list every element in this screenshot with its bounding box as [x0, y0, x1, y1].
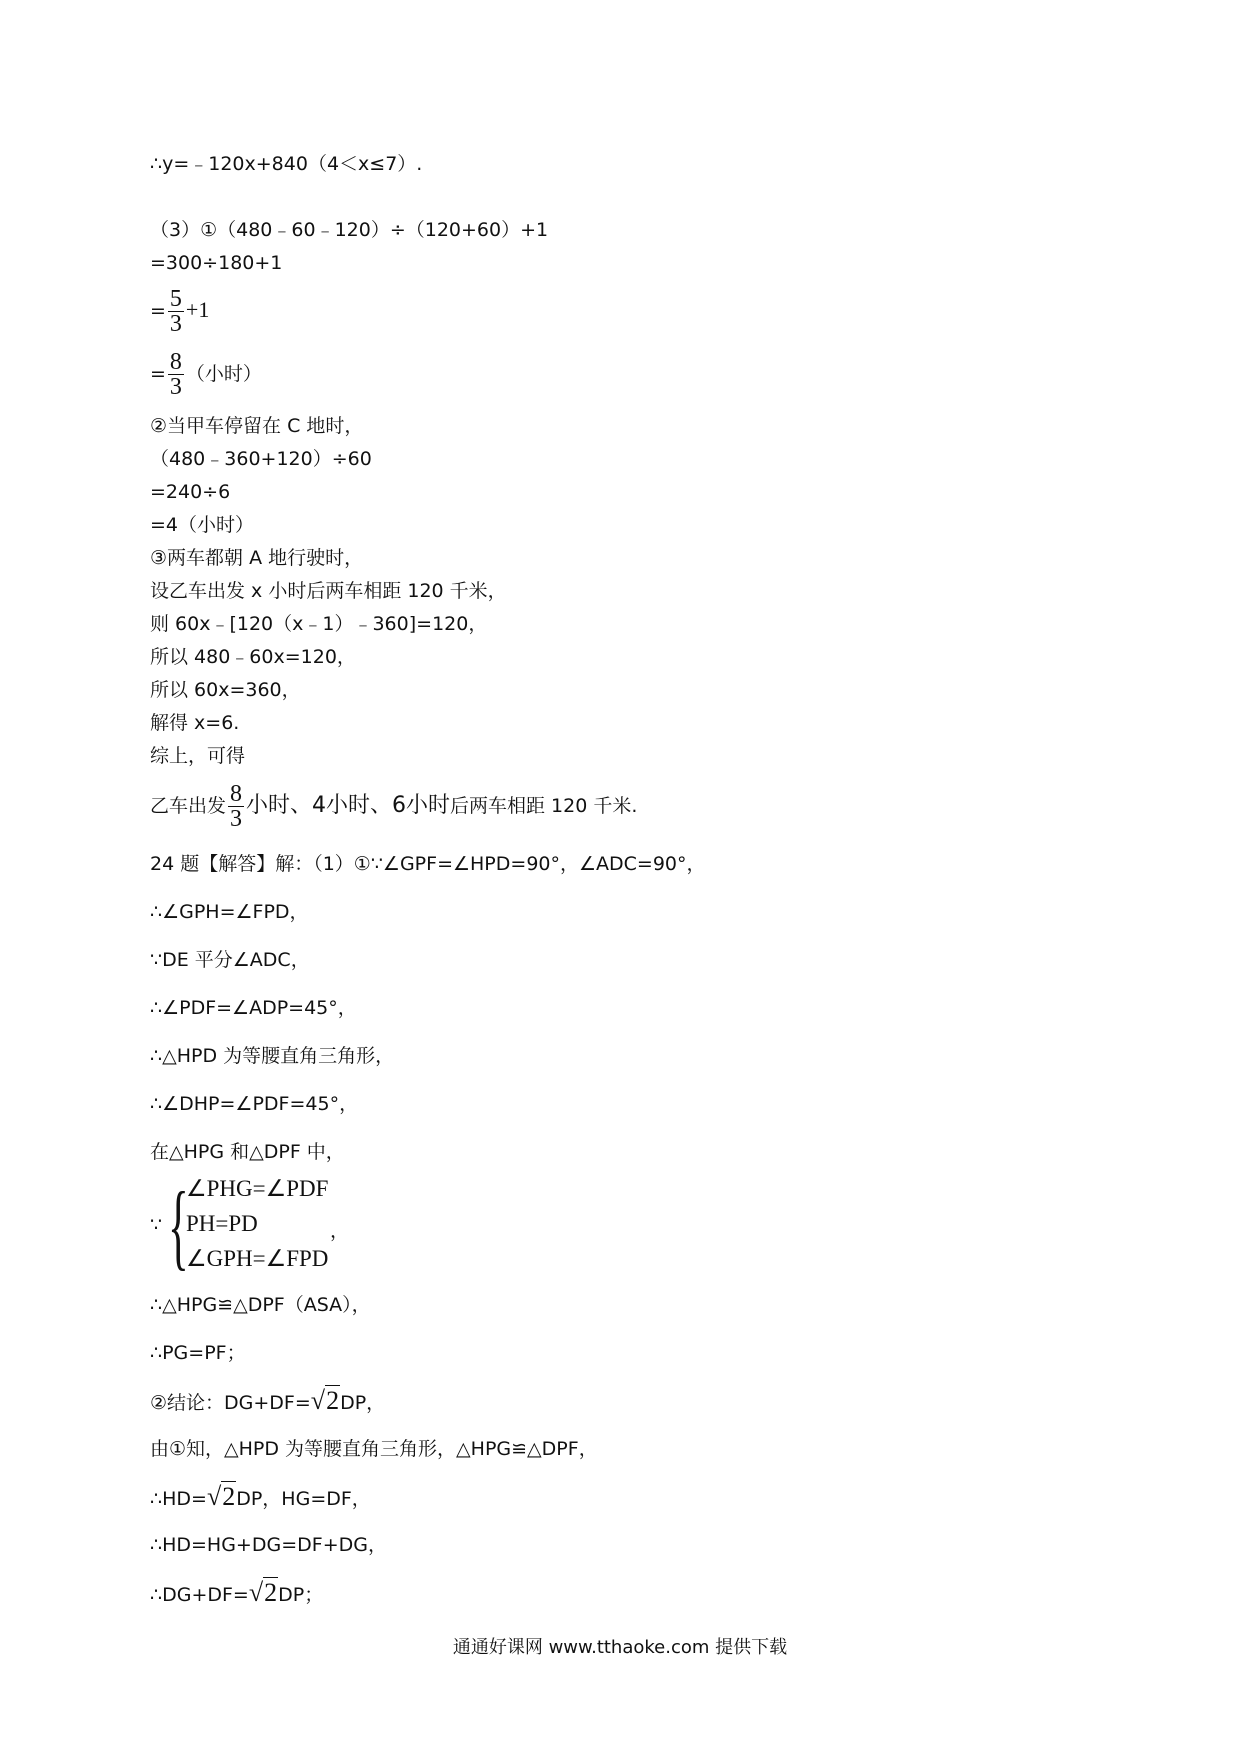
fraction-denominator: 3	[169, 311, 182, 337]
text-line: 由①知，△HPD 为等腰直角三角形，△HPG≌△DPF，	[150, 1438, 598, 1460]
equation-row: PH=PD	[186, 1211, 258, 1236]
fraction-denominator: 3	[169, 374, 182, 400]
text-fragment: ，	[330, 1220, 350, 1242]
equation-row: ∠GPH=∠FPD	[186, 1246, 329, 1271]
equation-row: ∠PHG=∠PDF	[186, 1176, 329, 1201]
text-fragment: +1	[185, 297, 210, 322]
sqrt-line	[150, 1578, 324, 1607]
text-line: ③两车都朝 A 地行驶时，	[150, 547, 364, 569]
text-fragment: =	[150, 363, 166, 385]
fraction-denominator: 3	[230, 806, 243, 832]
text-line: 解得 x=6.	[150, 712, 240, 734]
text-fragment: 小时、4小时、6小时	[246, 793, 451, 818]
equation-system	[150, 1172, 410, 1282]
text-fragment: DP；	[278, 1584, 324, 1606]
text-line: 则 60x﹣[120（x﹣1）﹣360]=120，	[150, 613, 488, 635]
sqrt-expression: √2	[248, 1578, 278, 1607]
text-line: 24 题【解答】解：（1）①∵∠GPF=∠HPD=90°，∠ADC=90°，	[150, 853, 706, 875]
sqrt-line	[150, 1482, 371, 1511]
fraction-line	[150, 350, 262, 399]
text-fragment: ∴HD=	[150, 1488, 207, 1510]
sqrt-expression: √2	[310, 1386, 340, 1415]
text-fragment: DP，	[340, 1392, 386, 1414]
text-line: ∴∠PDF=∠ADP=45°，	[150, 997, 357, 1019]
text-fragment: 后两车相距 120 千米.	[450, 795, 638, 817]
fraction-numerator: 8	[169, 349, 182, 375]
text-line: 在△HPG 和△DPF 中，	[150, 1141, 345, 1163]
text-line: ∴△HPG≌△DPF（ASA），	[150, 1294, 371, 1316]
fraction	[168, 287, 184, 336]
text-line: ∴HD=HG+DG=DF+DG，	[150, 1534, 387, 1556]
text-line: =4（小时）	[150, 514, 255, 536]
sqrt-expression: √2	[206, 1482, 236, 1511]
because-symbol: ∵	[150, 1214, 163, 1236]
text-fragment: ②结论：DG+DF=	[150, 1392, 311, 1414]
text-fragment: 乙车出发	[150, 795, 227, 817]
page-footer: 通通好课网 www.tthaoke.com 提供下载	[452, 1637, 788, 1658]
text-fragment: DP，HG=DF，	[236, 1488, 371, 1510]
fraction-numerator: 8	[230, 781, 243, 807]
fraction-line	[150, 287, 209, 336]
text-line: ∴△HPD 为等腰直角三角形，	[150, 1045, 395, 1067]
text-fragment: ∴DG+DF=	[150, 1584, 249, 1606]
fraction	[228, 782, 244, 831]
text-line: ∴∠GPH=∠FPD，	[150, 901, 309, 923]
text-line: ∵DE 平分∠ADC，	[150, 949, 310, 971]
text-line: ②当甲车停留在 C 地时，	[150, 415, 364, 437]
radicand: 2	[222, 1482, 236, 1511]
text-line: =300÷180+1	[150, 252, 283, 274]
text-line: 综上，可得	[150, 745, 246, 767]
text-line: 设乙车出发 x 小时后两车相距 120 千米，	[150, 580, 507, 602]
text-line: 所以 60x=360，	[150, 679, 301, 701]
radicand: 2	[264, 1578, 278, 1607]
text-line: ∴∠DHP=∠PDF=45°，	[150, 1093, 359, 1115]
fraction	[168, 350, 184, 399]
text-line: 所以 480﹣60x=120，	[150, 646, 356, 668]
text-line: =240÷6	[150, 481, 231, 503]
text-line: ∴PG=PF；	[150, 1342, 246, 1364]
sqrt-line	[150, 1386, 386, 1415]
radicand: 2	[326, 1386, 340, 1415]
text-line: ∴y=﹣120x+840（4＜x≤7）.	[150, 153, 423, 175]
text-fragment: =	[150, 300, 166, 322]
left-brace: {	[168, 1172, 189, 1279]
text-fragment: （小时）	[185, 363, 262, 385]
fraction-line	[150, 782, 637, 831]
fraction-numerator: 5	[169, 286, 182, 312]
text-line: （3）①（480﹣60﹣120）÷（120+60）+1	[150, 219, 549, 241]
text-line: （480﹣360+120）÷60	[150, 448, 372, 470]
